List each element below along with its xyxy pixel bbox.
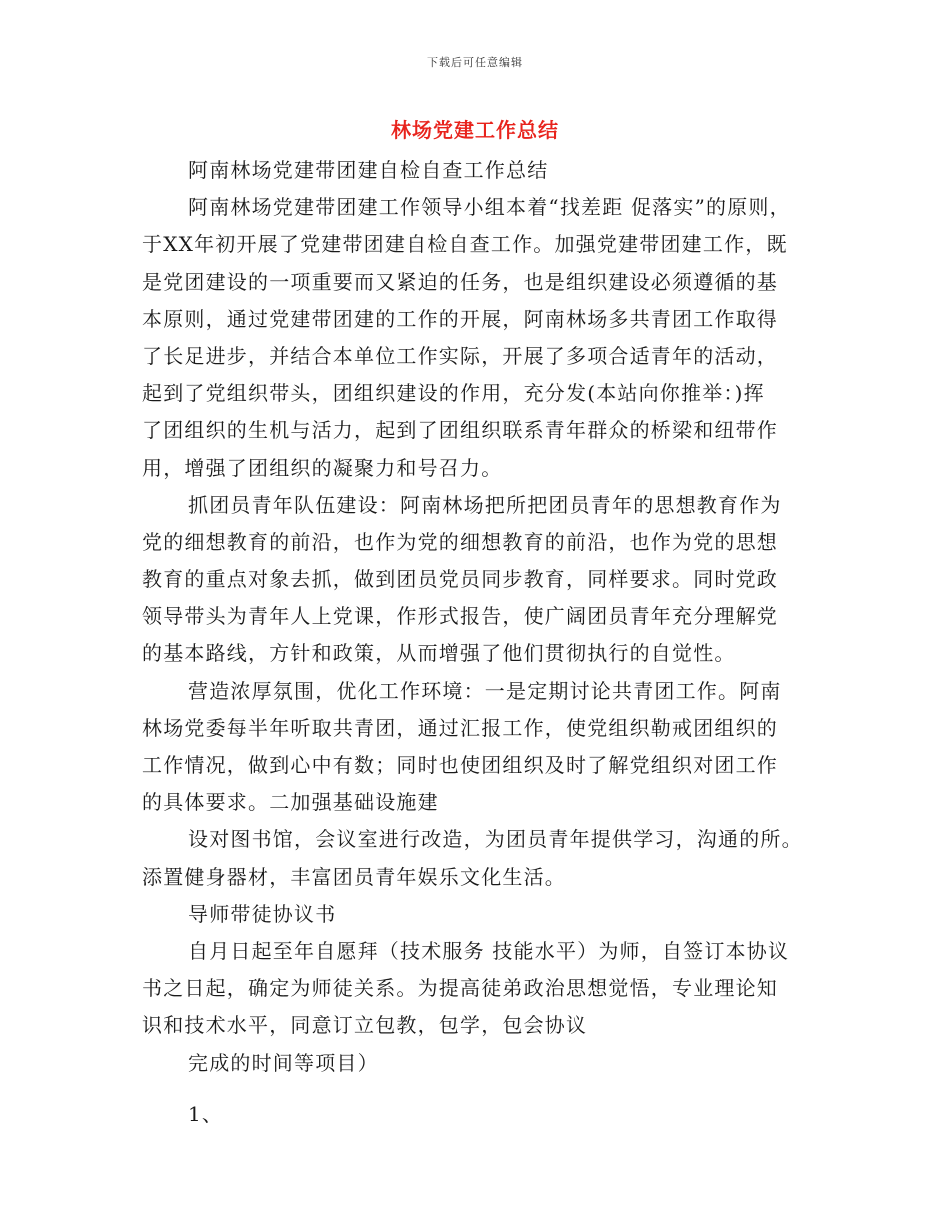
body-line: 林场党委每半年听取共青团，通过汇报工作，使党组织勒戒团组织的 <box>142 715 778 740</box>
body-line: 识和技术水平，同意订立包教，包学，包会协议 <box>142 1013 588 1038</box>
body-line: 阿南林场党建带团建工作领导小组本着“找差距 促落实”的原则， <box>188 195 791 220</box>
body-line: 了团组织的生机与活力，起到了团组织联系青年群众的桥梁和纽带作 <box>142 418 778 443</box>
body-line: 的具体要求。二加强基础设施建 <box>142 790 439 815</box>
body-line: 了长足进步，并结合本单位工作实际，开展了多项合适青年的活动， <box>142 343 778 368</box>
body-line: 工作情况，做到心中有数；同时也使团组织及时了解党组织对团工作 <box>142 753 778 777</box>
body-line: 于XX年初开展了党建带团建自检自查工作。加强党建带团建工作，既 <box>142 232 788 257</box>
header-note: 下载后可任意编辑 <box>427 56 523 69</box>
body-line: 设对图书馆，会议室进行改造，为团员青年提供学习，沟通的所。 <box>188 827 803 852</box>
document-title: 林场党建工作总结 <box>391 118 559 142</box>
body-line: 书之日起，确定为师徒关系。为提高徒弟政治思想觉悟，专业理论知 <box>142 976 778 1001</box>
body-line: 领导带头为青年人上党课，作形式报告，使广阔团员青年充分理解党 <box>142 604 778 629</box>
body-line: 自月日起至年自愿拜（技术服务 技能水平）为师，自签订本协议 <box>188 938 790 963</box>
body-line: 营造浓厚氛围，优化工作环境：一是定期讨论共青团工作。阿南 <box>188 678 782 703</box>
body-line: 的基本路线，方针和政策，从而增强了他们贯彻执行的自觉性。 <box>142 641 736 666</box>
body-line: 抓团员青年队伍建设：阿南林场把所把团员青年的思想教育作为 <box>188 492 782 517</box>
body-line: 阿南林场党建带团建自检自查工作总结 <box>188 158 549 182</box>
body-line: 本原则，通过党建带团建的工作的开展，阿南林场多共青团工作取得 <box>142 306 778 331</box>
body-line: 完成的时间等项目） <box>188 1050 379 1075</box>
document-body <box>142 152 822 1133</box>
body-line: 添置健身器材，丰富团员青年娱乐文化生活。 <box>142 864 566 889</box>
list-marker: 1、 <box>188 1101 224 1126</box>
body-line: 教育的重点对象去抓，做到团员党员同步教育，同样要求。同时党政 <box>142 567 778 592</box>
body-line: 用，增强了团组织的凝聚力和号召力。 <box>142 455 503 480</box>
body-line: 导师带徒协议书 <box>188 901 337 926</box>
body-line: 党的细想教育的前沿，也作为党的细想教育的前沿，也作为党的思想 <box>142 529 778 554</box>
body-line: 起到了党组织带头，团组织建设的作用，充分发(本站向你推举：)挥 <box>142 381 765 406</box>
body-line: 是党团建设的一项重要而又紧迫的任务，也是组织建设必须遵循的基 <box>142 269 778 294</box>
